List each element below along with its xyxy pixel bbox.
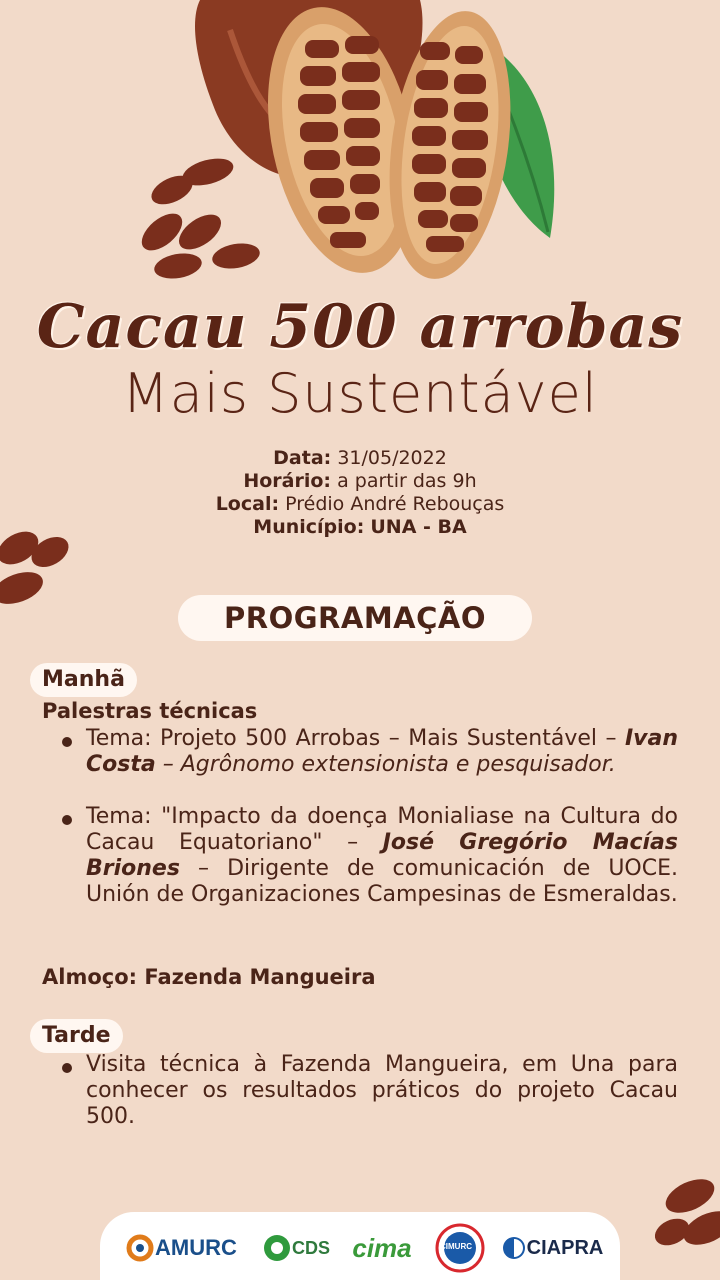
bullet-2: [62, 815, 72, 825]
tarde-label: Tarde: [30, 1019, 123, 1053]
tarde-item-1: Visita técnica à Fazenda Mangueira, em Una para conhecer os resultados práticos do projeto Cacau 500.: [86, 1052, 678, 1129]
cima-logo: cima: [352, 1232, 412, 1263]
cimurc-logo: CIMURC: [432, 1220, 488, 1276]
date-value: 31/05/2022: [337, 447, 447, 469]
place-line: [0, 493, 720, 516]
city-line: [0, 516, 720, 539]
manha-item-1: [86, 726, 678, 778]
time-label: Horário:: [243, 470, 332, 492]
event-info: [0, 447, 720, 539]
amurc-logo: AMURC: [118, 1220, 244, 1276]
cds-mark-icon: [262, 1228, 292, 1268]
event-subtitle: Mais Sustentável: [122, 362, 598, 425]
date-label: Data:: [273, 447, 332, 469]
ciapra-mark-icon: [501, 1235, 527, 1261]
almoco-line: Almoço: Fazenda Mangueira: [42, 965, 376, 989]
ciapra-logo: CIAPRA: [496, 1220, 608, 1276]
place-value: Prédio André Rebouças: [285, 493, 505, 515]
item1-role: – Agrônomo extensionista e pesquisador.: [155, 752, 616, 777]
item2-speaker: José Gregório Macías Briones: [86, 830, 678, 881]
manha-label: Manhã: [30, 663, 137, 697]
item2-role: – Dirigente de comunicación de UOCE. Unión de Organizaciones Campesinas de Esmeraldas.: [86, 856, 678, 907]
amurc-mark-icon: [125, 1233, 155, 1263]
item1-speaker: Ivan Costa: [86, 726, 678, 777]
bullet-3: [62, 1063, 72, 1073]
city-label: Município:: [253, 516, 365, 538]
event-title: Cacau 500 arrobas: [36, 292, 684, 362]
place-label: Local:: [215, 493, 280, 515]
item1-theme: Tema: Projeto 500 Arrobas – Mais Sustentável –: [86, 726, 625, 751]
bullet-1: [62, 737, 72, 747]
palestras-subtitle: Palestras técnicas: [42, 699, 258, 723]
city-value: UNA - BA: [370, 516, 467, 538]
time-line: [0, 470, 720, 493]
item2-theme: Tema: "Impacto da doença Monialiase na Cultura do Cacau Equatoriano" –: [86, 804, 678, 855]
manha-item-2: [86, 804, 678, 908]
programacao-heading: PROGRAMAÇÃO: [178, 595, 532, 641]
time-value: a partir das 9h: [337, 470, 477, 492]
date-line: [0, 447, 720, 470]
cds-logo: CDS: [256, 1220, 336, 1276]
